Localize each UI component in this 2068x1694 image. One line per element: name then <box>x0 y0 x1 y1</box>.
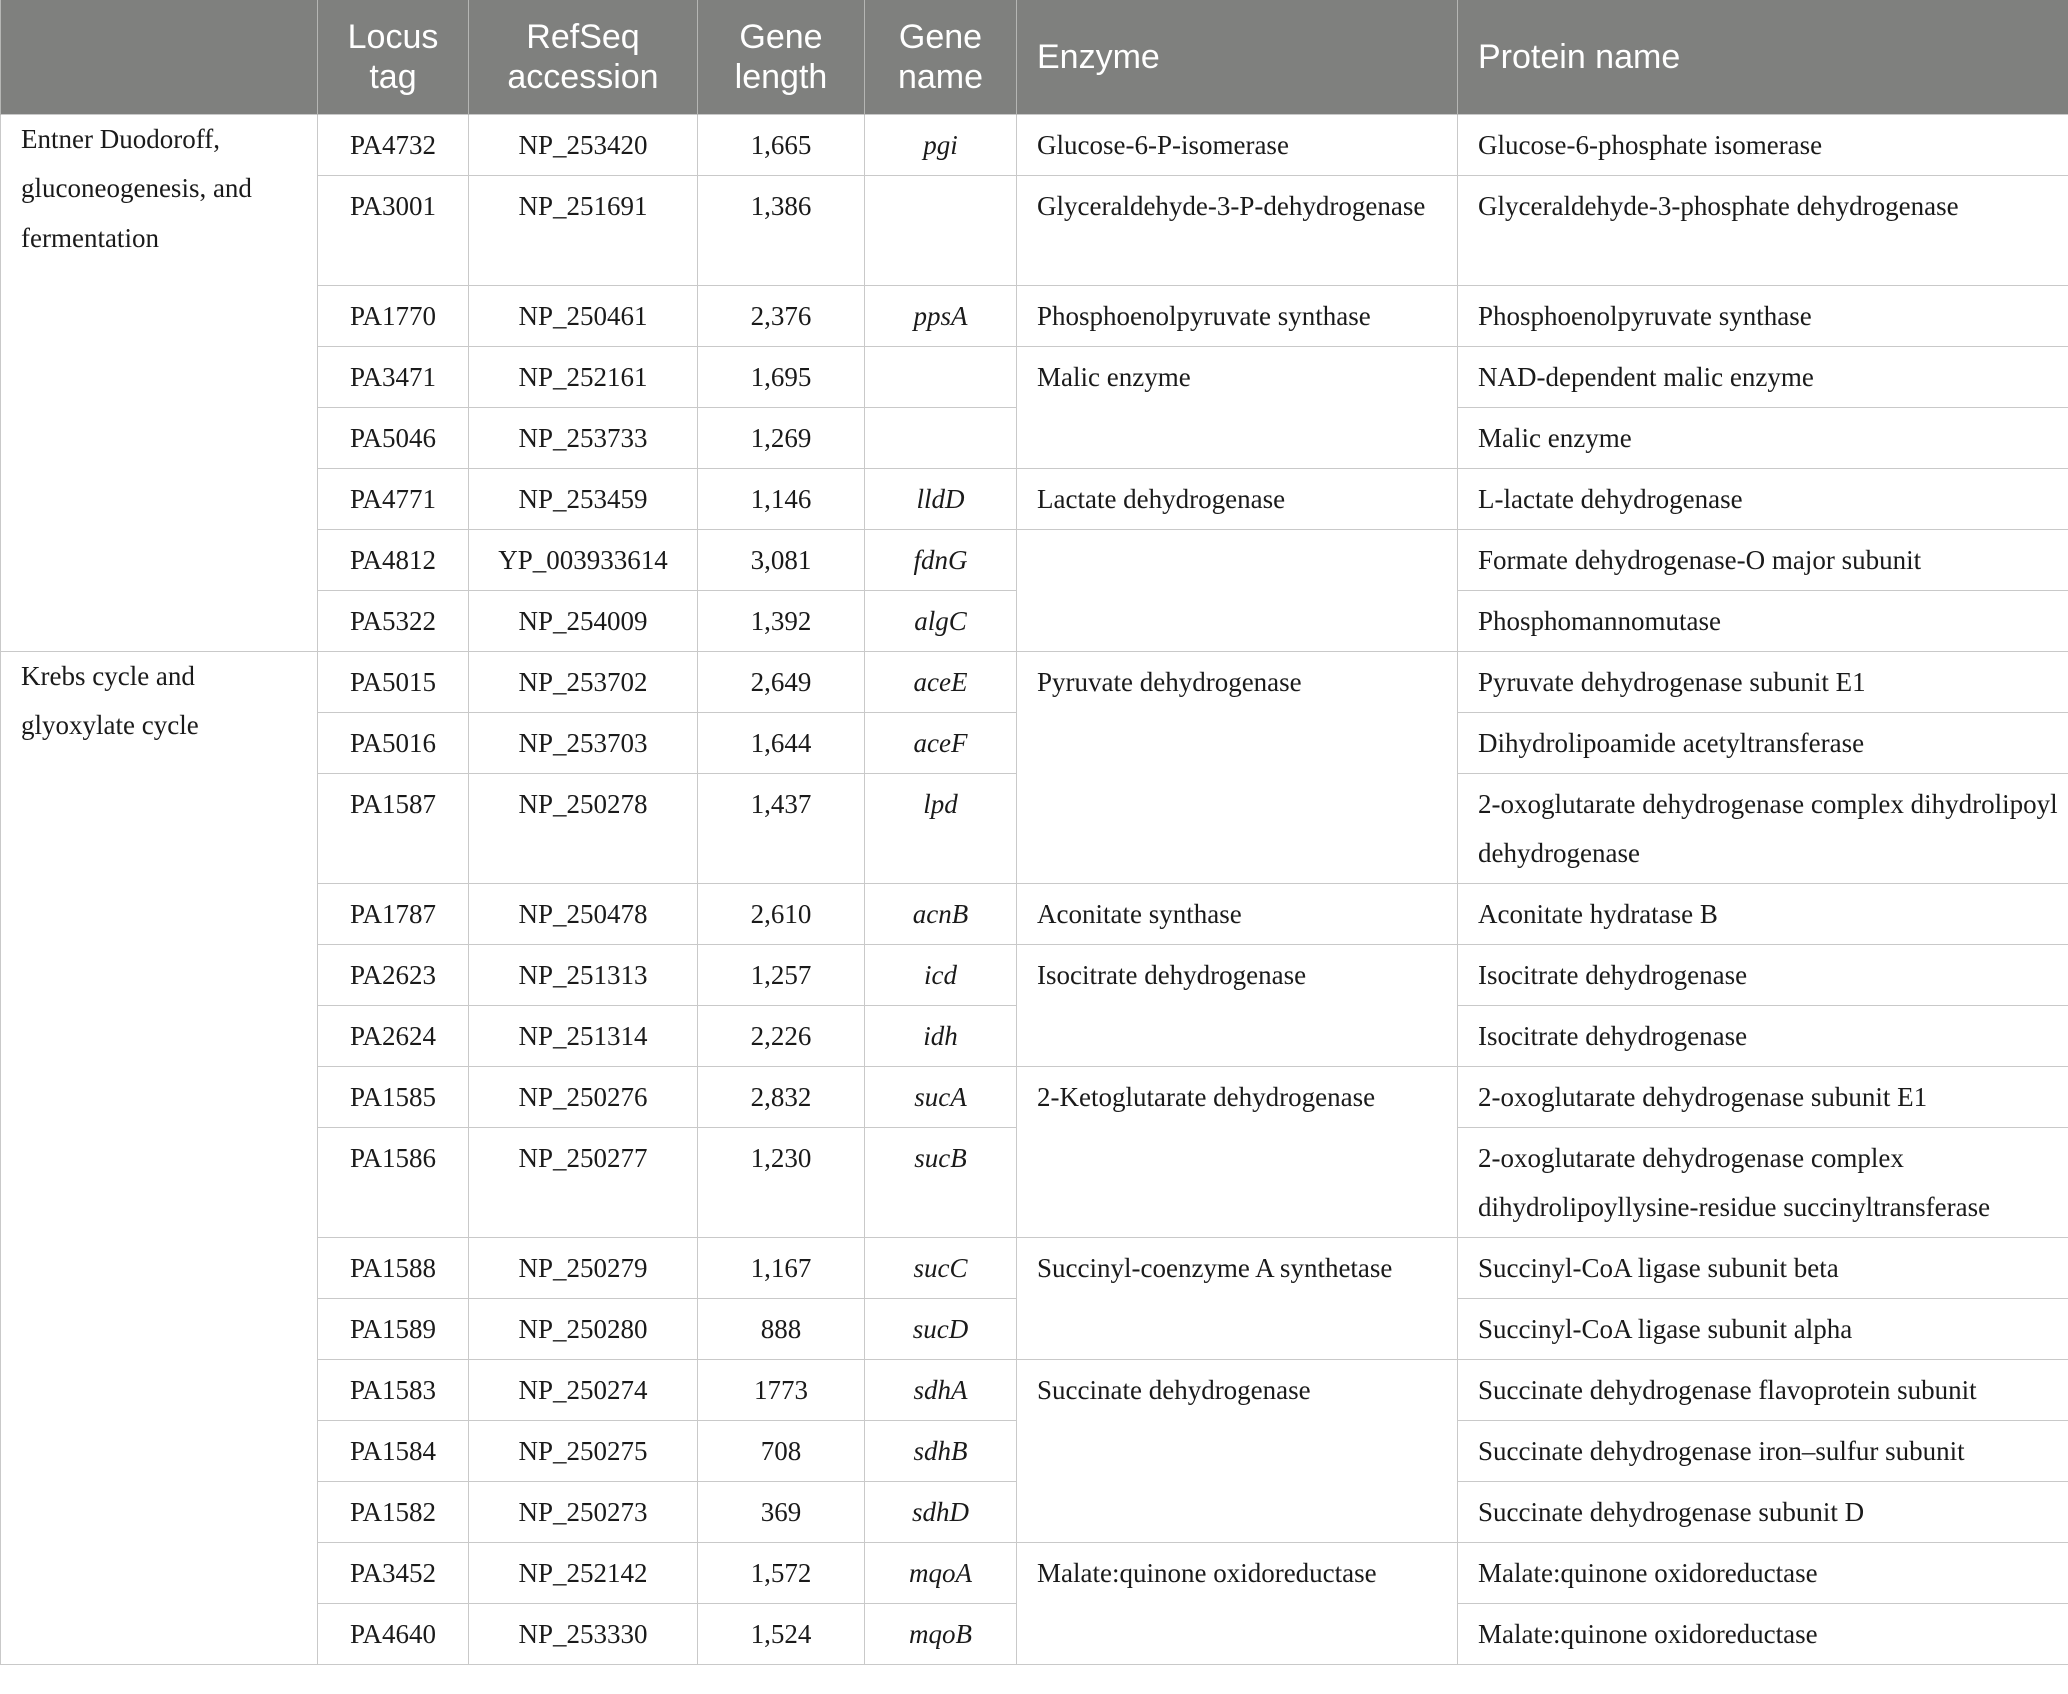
gene-length-cell: 1,269 <box>698 407 865 468</box>
header-enzyme: Enzyme <box>1017 0 1458 114</box>
gene-name-cell: sucD <box>865 1298 1017 1359</box>
gene-name-cell: sucB <box>865 1127 1017 1237</box>
protein-name-cell: Succinyl-CoA ligase subunit alpha <box>1458 1298 2068 1359</box>
locus-tag-cell: PA1582 <box>318 1481 469 1542</box>
group-label: Krebs cycle and glyoxylate cycle <box>1 651 318 1664</box>
header-gene-length: Gene length <box>698 0 865 114</box>
protein-name-cell: 2-oxoglutarate dehydrogenase complex dihydrolipoyllysine-residue succinyltransferase <box>1458 1127 2068 1237</box>
refseq-cell: NP_252142 <box>469 1542 698 1603</box>
protein-name-cell: 2-oxoglutarate dehydrogenase subunit E1 <box>1458 1066 2068 1127</box>
gene-name-cell: lldD <box>865 468 1017 529</box>
gene-name-cell <box>865 407 1017 468</box>
refseq-cell: NP_253459 <box>469 468 698 529</box>
refseq-cell: NP_251691 <box>469 175 698 285</box>
header-gene-name: Gene name <box>865 0 1017 114</box>
gene-length-cell: 1,524 <box>698 1603 865 1664</box>
protein-name-cell: Malate:quinone oxidoreductase <box>1458 1542 2068 1603</box>
enzyme-cell: 2-Ketoglutarate dehydrogenase <box>1017 1066 1458 1237</box>
protein-name-cell: Isocitrate dehydrogenase <box>1458 944 2068 1005</box>
table-header <box>1 0 2068 114</box>
gene-length-cell: 888 <box>698 1298 865 1359</box>
gene-length-cell: 1,146 <box>698 468 865 529</box>
gene-name-cell: idh <box>865 1005 1017 1066</box>
protein-name-cell: Malic enzyme <box>1458 407 2068 468</box>
gene-length-cell: 2,226 <box>698 1005 865 1066</box>
gene-name-cell: sdhD <box>865 1481 1017 1542</box>
gene-length-cell: 2,832 <box>698 1066 865 1127</box>
gene-length-cell: 1,665 <box>698 114 865 175</box>
refseq-cell: YP_003933614 <box>469 529 698 590</box>
locus-tag-cell: PA1770 <box>318 285 469 346</box>
gene-name-cell: acnB <box>865 883 1017 944</box>
refseq-cell: NP_253330 <box>469 1603 698 1664</box>
protein-name-cell: Glyceraldehyde-3-phosphate dehydrogenase <box>1458 175 2068 285</box>
protein-name-cell: Phosphoenolpyruvate synthase <box>1458 285 2068 346</box>
header-row <box>1 0 2068 114</box>
header-protein-name: Protein name <box>1458 0 2068 114</box>
gene-name-cell: lpd <box>865 773 1017 883</box>
gene-name-cell: aceE <box>865 651 1017 712</box>
gene-name-cell: icd <box>865 944 1017 1005</box>
refseq-cell: NP_252161 <box>469 346 698 407</box>
protein-name-cell: Dihydrolipoamide acetyltransferase <box>1458 712 2068 773</box>
gene-name-cell: sdhB <box>865 1420 1017 1481</box>
locus-tag-cell: PA1585 <box>318 1066 469 1127</box>
enzyme-cell: Malic enzyme <box>1017 346 1458 468</box>
locus-tag-cell: PA5322 <box>318 590 469 651</box>
protein-name-cell: Succinate dehydrogenase subunit D <box>1458 1481 2068 1542</box>
refseq-cell: NP_253420 <box>469 114 698 175</box>
gene-length-cell: 1,572 <box>698 1542 865 1603</box>
gene-name-cell: mqoA <box>865 1542 1017 1603</box>
protein-name-cell: Phosphomannomutase <box>1458 590 2068 651</box>
locus-tag-cell: PA5015 <box>318 651 469 712</box>
refseq-cell: NP_253733 <box>469 407 698 468</box>
header-locus-tag: Locus tag <box>318 0 469 114</box>
protein-name-cell: Formate dehydrogenase-O major subunit <box>1458 529 2068 590</box>
gene-length-cell: 2,649 <box>698 651 865 712</box>
refseq-cell: NP_250478 <box>469 883 698 944</box>
enzyme-cell: Succinyl-coenzyme A synthetase <box>1017 1237 1458 1359</box>
header-refseq-accession: RefSeq accession <box>469 0 698 114</box>
protein-name-cell: L-lactate dehydrogenase <box>1458 468 2068 529</box>
protein-name-cell: NAD-dependent malic enzyme <box>1458 346 2068 407</box>
gene-name-cell: sucC <box>865 1237 1017 1298</box>
enzyme-cell: Phosphoenolpyruvate synthase <box>1017 285 1458 346</box>
protein-name-cell: Succinate dehydrogenase iron–sulfur subunit <box>1458 1420 2068 1481</box>
protein-name-cell: Isocitrate dehydrogenase <box>1458 1005 2068 1066</box>
gene-length-cell: 1,167 <box>698 1237 865 1298</box>
gene-name-cell <box>865 346 1017 407</box>
gene-name-cell: algC <box>865 590 1017 651</box>
protein-name-cell: Succinyl-CoA ligase subunit beta <box>1458 1237 2068 1298</box>
enzyme-cell: Malate:quinone oxidoreductase <box>1017 1542 1458 1664</box>
locus-tag-cell: PA5016 <box>318 712 469 773</box>
table-row <box>1 651 2068 712</box>
refseq-cell: NP_250277 <box>469 1127 698 1237</box>
enzyme-cell <box>1017 529 1458 651</box>
refseq-cell: NP_251313 <box>469 944 698 1005</box>
refseq-cell: NP_250276 <box>469 1066 698 1127</box>
gene-name-cell: fdnG <box>865 529 1017 590</box>
refseq-cell: NP_250275 <box>469 1420 698 1481</box>
protein-name-cell: Aconitate hydratase B <box>1458 883 2068 944</box>
refseq-cell: NP_254009 <box>469 590 698 651</box>
locus-tag-cell: PA4732 <box>318 114 469 175</box>
refseq-cell: NP_250461 <box>469 285 698 346</box>
enzyme-cell: Isocitrate dehydrogenase <box>1017 944 1458 1066</box>
locus-tag-cell: PA1583 <box>318 1359 469 1420</box>
locus-tag-cell: PA1584 <box>318 1420 469 1481</box>
gene-name-cell: sdhA <box>865 1359 1017 1420</box>
protein-name-cell: Glucose-6-phosphate isomerase <box>1458 114 2068 175</box>
gene-length-cell: 3,081 <box>698 529 865 590</box>
locus-tag-cell: PA3471 <box>318 346 469 407</box>
gene-name-cell: sucA <box>865 1066 1017 1127</box>
gene-length-cell: 1,392 <box>698 590 865 651</box>
refseq-cell: NP_251314 <box>469 1005 698 1066</box>
locus-tag-cell: PA2623 <box>318 944 469 1005</box>
gene-length-cell: 2,376 <box>698 285 865 346</box>
enzyme-cell: Aconitate synthase <box>1017 883 1458 944</box>
gene-name-cell: ppsA <box>865 285 1017 346</box>
gene-length-cell: 1,437 <box>698 773 865 883</box>
enzyme-cell: Lactate dehydrogenase <box>1017 468 1458 529</box>
locus-tag-cell: PA1586 <box>318 1127 469 1237</box>
gene-name-cell <box>865 175 1017 285</box>
locus-tag-cell: PA5046 <box>318 407 469 468</box>
protein-name-cell: Malate:quinone oxidoreductase <box>1458 1603 2068 1664</box>
locus-tag-cell: PA4771 <box>318 468 469 529</box>
locus-tag-cell: PA3001 <box>318 175 469 285</box>
locus-tag-cell: PA1588 <box>318 1237 469 1298</box>
gene-name-cell: mqoB <box>865 1603 1017 1664</box>
locus-tag-cell: PA1787 <box>318 883 469 944</box>
table-row <box>1 114 2068 175</box>
enzyme-cell: Glyceraldehyde-3-P-dehydrogenase <box>1017 175 1458 285</box>
refseq-cell: NP_253703 <box>469 712 698 773</box>
locus-tag-cell: PA4640 <box>318 1603 469 1664</box>
gene-length-cell: 1,230 <box>698 1127 865 1237</box>
gene-length-cell: 1,386 <box>698 175 865 285</box>
locus-tag-cell: PA3452 <box>318 1542 469 1603</box>
gene-length-cell: 2,610 <box>698 883 865 944</box>
protein-name-cell: Pyruvate dehydrogenase subunit E1 <box>1458 651 2068 712</box>
gene-length-cell: 1773 <box>698 1359 865 1420</box>
locus-tag-cell: PA1589 <box>318 1298 469 1359</box>
gene-name-cell: aceF <box>865 712 1017 773</box>
enzyme-cell: Glucose-6-P-isomerase <box>1017 114 1458 175</box>
table-body <box>1 114 2068 1664</box>
group-label: Entner Duodoroff, gluconeogenesis, and fermentation <box>1 114 318 651</box>
locus-tag-cell: PA1587 <box>318 773 469 883</box>
enzyme-cell: Pyruvate dehydrogenase <box>1017 651 1458 883</box>
gene-length-cell: 1,695 <box>698 346 865 407</box>
refseq-cell: NP_250274 <box>469 1359 698 1420</box>
protein-name-cell: 2-oxoglutarate dehydrogenase complex dihydrolipoyl dehydrogenase <box>1458 773 2068 883</box>
locus-tag-cell: PA2624 <box>318 1005 469 1066</box>
protein-name-cell: Succinate dehydrogenase flavoprotein subunit <box>1458 1359 2068 1420</box>
gene-length-cell: 1,257 <box>698 944 865 1005</box>
gene-length-cell: 1,644 <box>698 712 865 773</box>
gene-length-cell: 708 <box>698 1420 865 1481</box>
gene-length-cell: 369 <box>698 1481 865 1542</box>
header-group <box>1 0 318 114</box>
refseq-cell: NP_250279 <box>469 1237 698 1298</box>
gene-name-cell: pgi <box>865 114 1017 175</box>
refseq-cell: NP_250273 <box>469 1481 698 1542</box>
locus-tag-cell: PA4812 <box>318 529 469 590</box>
refseq-cell: NP_250278 <box>469 773 698 883</box>
refseq-cell: NP_250280 <box>469 1298 698 1359</box>
refseq-cell: NP_253702 <box>469 651 698 712</box>
enzyme-cell: Succinate dehydrogenase <box>1017 1359 1458 1542</box>
